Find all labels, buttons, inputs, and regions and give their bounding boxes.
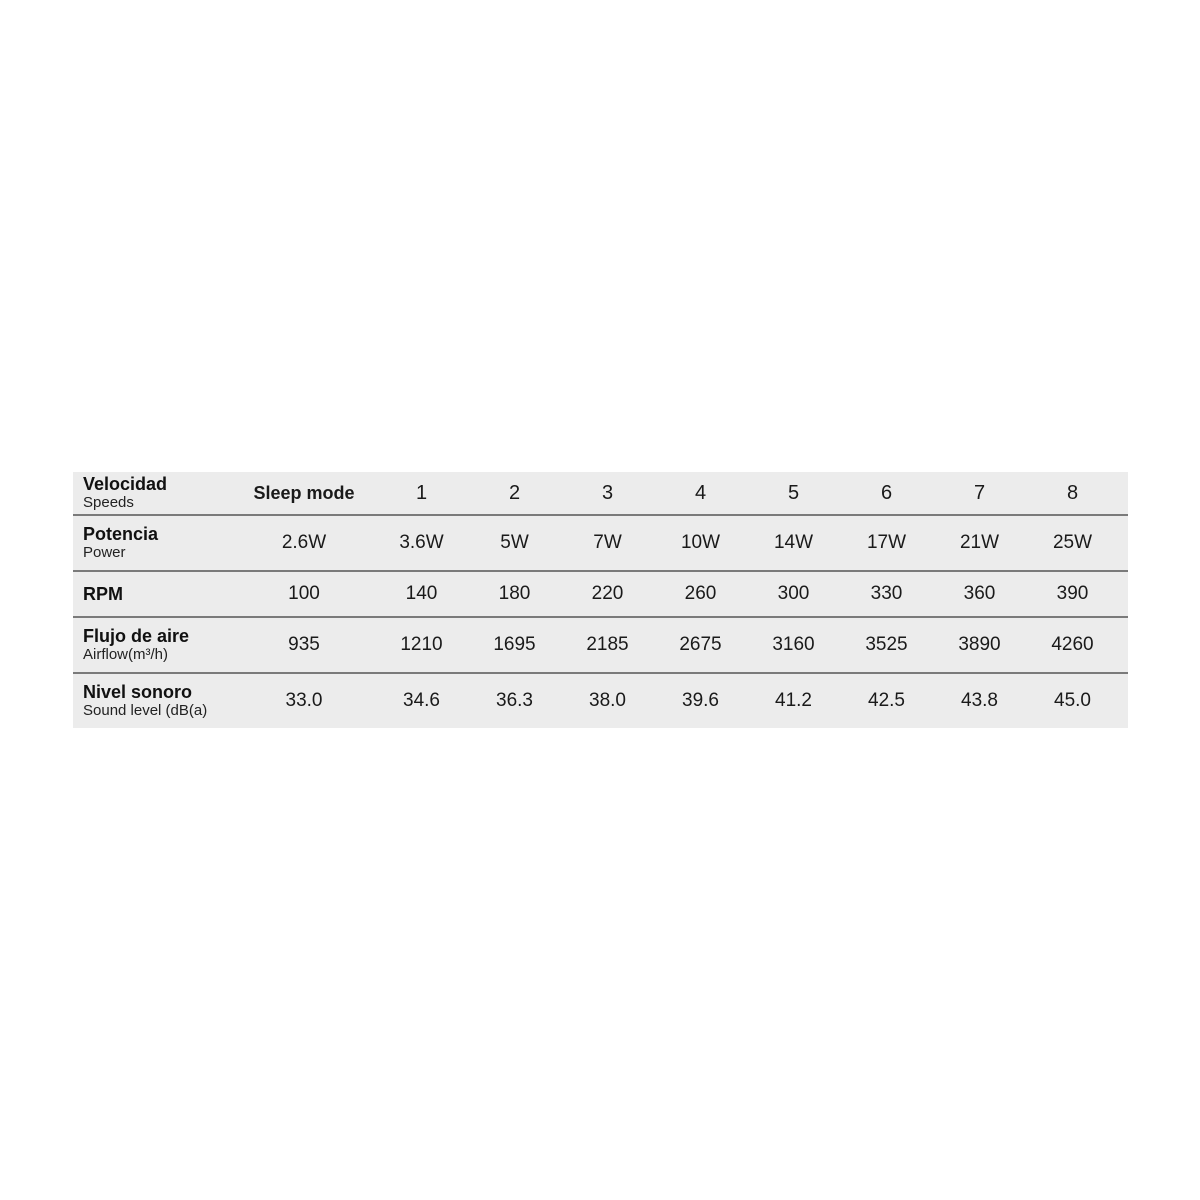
- header-label: [73, 475, 233, 511]
- table-cell: 1695: [493, 634, 536, 655]
- row-label-es: Potencia: [83, 524, 159, 545]
- table-cell: 33.0: [285, 690, 323, 711]
- header-col-1: 1: [415, 481, 428, 504]
- row-label: [73, 683, 233, 719]
- table-cell: 21W: [959, 532, 1000, 553]
- table-cell: 2675: [679, 634, 722, 655]
- header-col-2: 2: [508, 481, 521, 504]
- table-cell: 180: [498, 583, 531, 604]
- table-cell: 34.6: [403, 690, 440, 711]
- table-cell: 2.6W: [281, 532, 327, 553]
- table-cell: 1210: [400, 634, 443, 655]
- table-cell: 36.3: [496, 690, 533, 711]
- table-cell: 45.0: [1054, 690, 1091, 711]
- table-cell: 140: [405, 583, 438, 604]
- table-cell: 10W: [680, 532, 721, 553]
- table-cell: 3525: [865, 634, 908, 655]
- row-label-es: Flujo de aire: [83, 626, 190, 647]
- spec-table: [73, 472, 1128, 728]
- table-cell: 3890: [958, 634, 1001, 655]
- row-label: [73, 585, 233, 604]
- header-col-8: 8: [1066, 481, 1079, 504]
- header-label-en: Speeds: [83, 494, 134, 512]
- header-label-es: Velocidad: [83, 474, 168, 495]
- table-cell: 14W: [773, 532, 814, 553]
- header-col-3: 3: [601, 481, 614, 504]
- row-label: [73, 525, 233, 561]
- table-cell: 42.5: [868, 690, 905, 711]
- table-cell: 3.6W: [399, 532, 444, 553]
- table-cell: 935: [288, 634, 320, 655]
- table-cell: 260: [684, 583, 717, 604]
- table-cell: 43.8: [961, 690, 998, 711]
- table-cell: 25W: [1052, 532, 1093, 553]
- table-cell: 300: [777, 583, 810, 604]
- row-label-en: Airflow(m³/h): [83, 646, 168, 664]
- row-label: [73, 627, 233, 663]
- table-row-power: [73, 516, 1128, 572]
- table-row-airflow: [73, 618, 1128, 674]
- table-cell: 2185: [586, 634, 629, 655]
- header-col-sleep-mode: Sleep mode: [253, 482, 355, 503]
- header-col-5: 5: [787, 481, 800, 504]
- table-cell: 390: [1056, 583, 1089, 604]
- table-row-sound-level: [73, 674, 1128, 728]
- table-cell: 41.2: [775, 690, 812, 711]
- table-cell: 4260: [1051, 634, 1094, 655]
- table-cell: 100: [288, 583, 320, 604]
- table-cell: 220: [591, 583, 624, 604]
- table-cell: 330: [870, 583, 903, 604]
- table-cell: 360: [963, 583, 996, 604]
- table-cell: 17W: [866, 532, 907, 553]
- header-col-6: 6: [880, 481, 893, 504]
- table-cell: 5W: [500, 532, 529, 553]
- table-cell: 7W: [593, 532, 622, 553]
- table-cell: 38.0: [589, 690, 626, 711]
- header-col-4: 4: [694, 481, 707, 504]
- table-row-rpm: [73, 572, 1128, 618]
- header-col-7: 7: [973, 481, 986, 504]
- row-label-es: RPM: [83, 583, 123, 604]
- table-cell: 39.6: [682, 690, 719, 711]
- table-cell: 3160: [772, 634, 815, 655]
- row-label-en: Power: [83, 544, 126, 562]
- table-header-row: [73, 472, 1128, 516]
- row-label-es: Nivel sonoro: [83, 682, 193, 703]
- row-label-en: Sound level (dB(a): [83, 702, 208, 720]
